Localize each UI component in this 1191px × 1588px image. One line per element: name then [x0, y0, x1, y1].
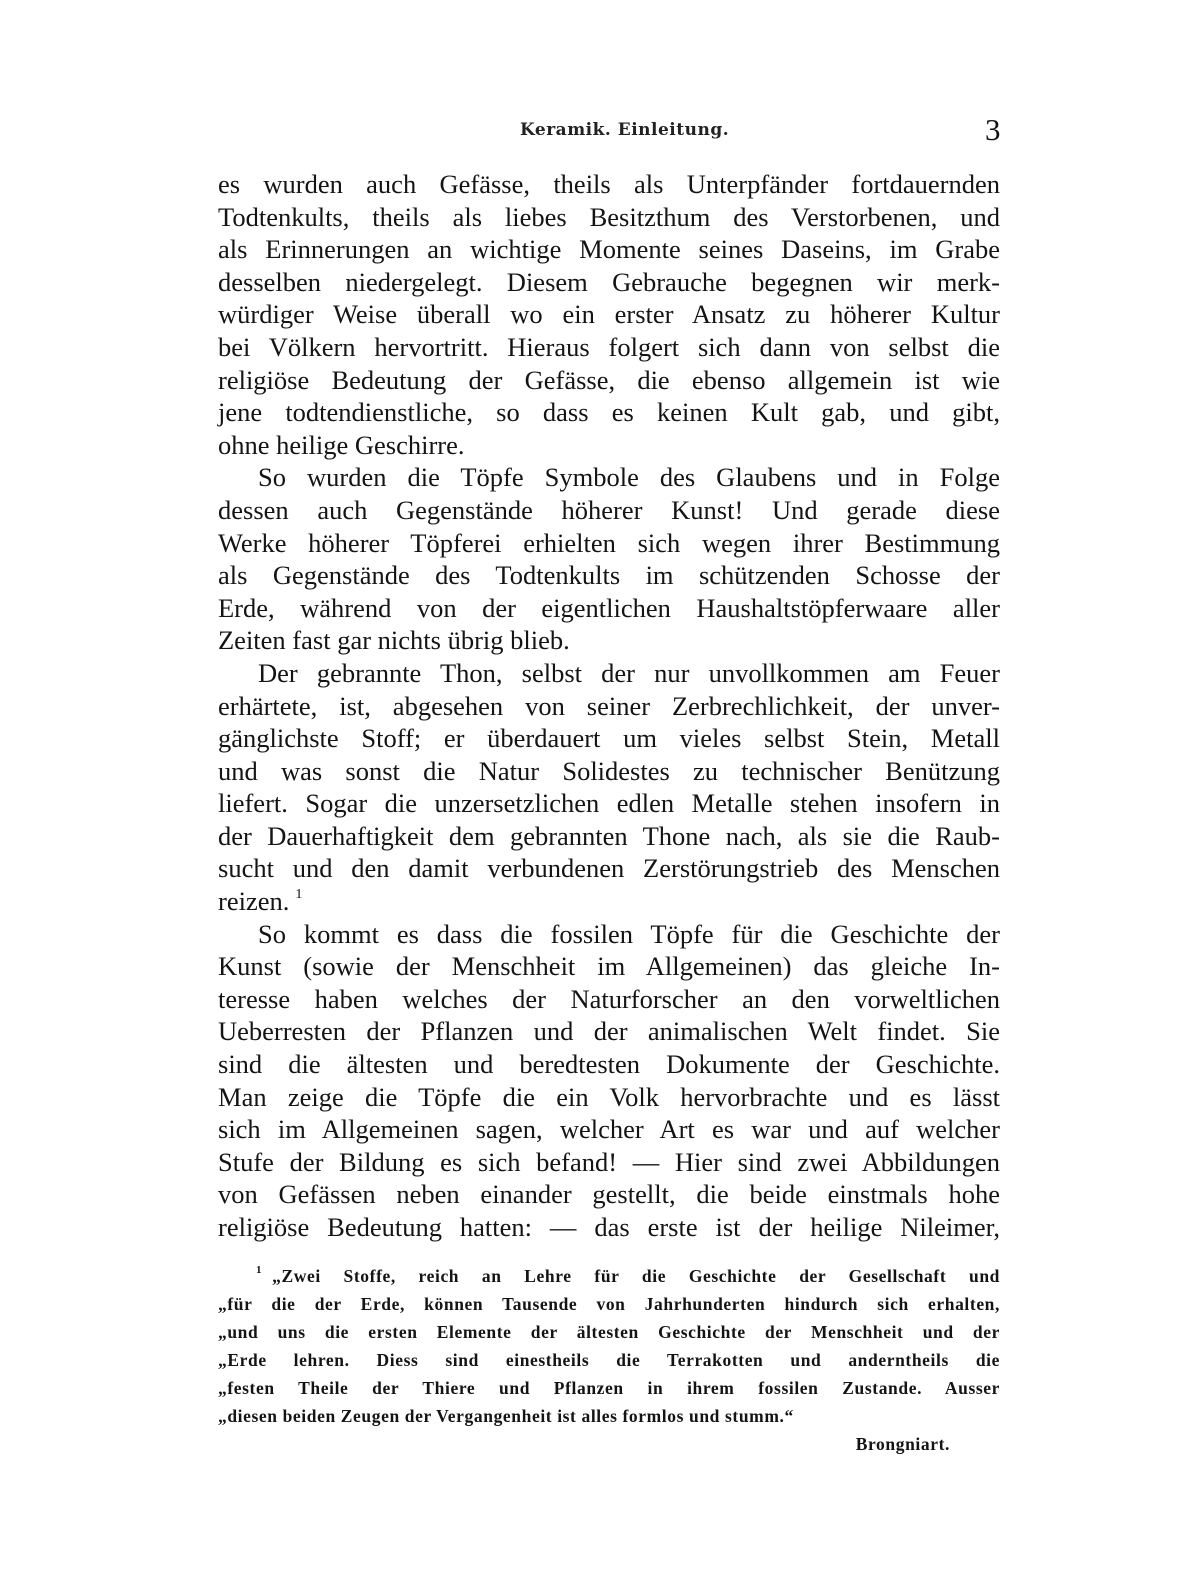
text-line: Kunst (sowie der Menschheit im Allgemeinen) das gleiche In- [218, 951, 1000, 982]
text-line: ohne heilige Geschirre. [218, 429, 465, 460]
text-line [218, 885, 1000, 918]
footnote-line: „Erde lehren. Diess sind einestheils die Terrakotten und anderntheils die [218, 1350, 1000, 1370]
text-line: es wurden auch Gefässe, theils als Unterpfänder fortdauernden [218, 169, 1000, 199]
text-line: Man zeige die Töpfe die ein Volk hervorbrachte und es lässt [218, 1081, 1000, 1112]
text-line-content: reizen. [218, 886, 290, 917]
text-line: So kommt es dass die fossilen Töpfe für die Geschichte der [258, 918, 1000, 949]
text-line: religiöse Bedeutung der Gefässe, die ebenso allgemein ist wie [218, 364, 1000, 395]
text-line: sich im Allgemeinen sagen, welcher Art es war und auf welcher [218, 1114, 1000, 1145]
text-line: Stufe der Bildung es sich befand! — Hier sind zwei Abbildungen [218, 1146, 1000, 1177]
text-line: als Erinnerungen an wichtige Momente seines Daseins, im Grabe [218, 234, 1000, 265]
text-line: und was sonst die Natur Solidestes zu technischer Benützung [218, 755, 1000, 786]
text-line: erhärtete, ist, abgesehen von seiner Zerbrechlichkeit, der unver- [218, 690, 1000, 721]
text-line: desselben niedergelegt. Diesem Gebrauche begegnen wir merk- [218, 266, 1000, 297]
text-line: So wurden die Töpfe Symbole des Glaubens und in Folge [258, 462, 1000, 493]
footnote-line: „festen Theile der Thiere und Pflanzen in ihrem fossilen Zustande. Ausser [218, 1378, 1000, 1398]
text-line: dessen auch Gegenstände höherer Kunst! Und gerade diese [218, 494, 1000, 525]
text-line: Der gebrannte Thon, selbst der nur unvollkommen am Feuer [258, 657, 1000, 688]
footnote-line: „für die der Erde, können Tausende von Jahrhunderten hindurch sich erhalten, [218, 1294, 1000, 1314]
footnote-line-content: „Zwei Stoffe, reich an Lehre für die Geschichte der Gesellschaft und [272, 1266, 1000, 1286]
footnote-reference[interactable]: 1 [295, 887, 303, 903]
text-line: religiöse Bedeutung hatten: — das erste ist der heilige Nileimer, [218, 1212, 1000, 1242]
text-line: sucht und den damit verbundenen Zerstörungstrieb des Menschen [218, 853, 1000, 884]
text-line: sind die ältesten und beredtesten Dokumente der Geschichte. [218, 1049, 1000, 1080]
main-text [218, 168, 1000, 1244]
text-line: bei Völkern hervortritt. Hieraus folgert sich dann von selbst die [218, 331, 1000, 362]
page-header [0, 108, 1191, 152]
text-line: Ueberresten der Pflanzen und der animalischen Welt findet. Sie [218, 1016, 1000, 1047]
footnote [218, 1262, 1000, 1458]
text-line: teresse haben welches der Naturforscher an den vorweltlichen [218, 983, 1000, 1014]
footnote-line: „diesen beiden Zeugen der Vergangenheit ist alles formlos und stumm.“ [218, 1406, 794, 1426]
footnote-attribution: Brongniart. [855, 1434, 950, 1454]
text-line: jene todtendienstliche, so dass es keinen Kult gab, und gibt, [218, 397, 1000, 428]
text-line: Todtenkults, theils als liebes Besitzthum des Verstorbenen, und [218, 201, 1000, 232]
text-line: von Gefässen neben einander gestellt, die beide einstmals hohe [218, 1179, 1000, 1210]
footnote-marker: 1 [256, 1264, 263, 1276]
footnote-line [218, 1262, 1000, 1290]
text-line: Werke höherer Töpferei erhielten sich wegen ihrer Bestimmung [218, 527, 1000, 558]
page-number: 3 [985, 112, 1001, 147]
footnote-line: „und uns die ersten Elemente der ältesten Geschichte der Menschheit und der [218, 1322, 1000, 1342]
text-line: der Dauerhaftigkeit dem gebrannten Thone nach, als sie die Raub- [218, 820, 1000, 851]
text-line: als Gegenstände des Todtenkults im schützenden Schosse der [218, 560, 1000, 591]
running-head: Keramik. Einleitung. [520, 120, 730, 140]
text-line: Erde, während von der eigentlichen Haushaltstöpferwaare aller [218, 592, 1000, 623]
text-line: würdiger Weise überall wo ein erster Ansatz zu höherer Kultur [218, 299, 1000, 330]
text-line: gänglichste Stoff; er überdauert um vieles selbst Stein, Metall [218, 723, 1000, 754]
text-line: liefert. Sogar die unzersetzlichen edlen Metalle stehen insofern in [218, 788, 1000, 819]
text-line: Zeiten fast gar nichts übrig blieb. [218, 625, 570, 656]
